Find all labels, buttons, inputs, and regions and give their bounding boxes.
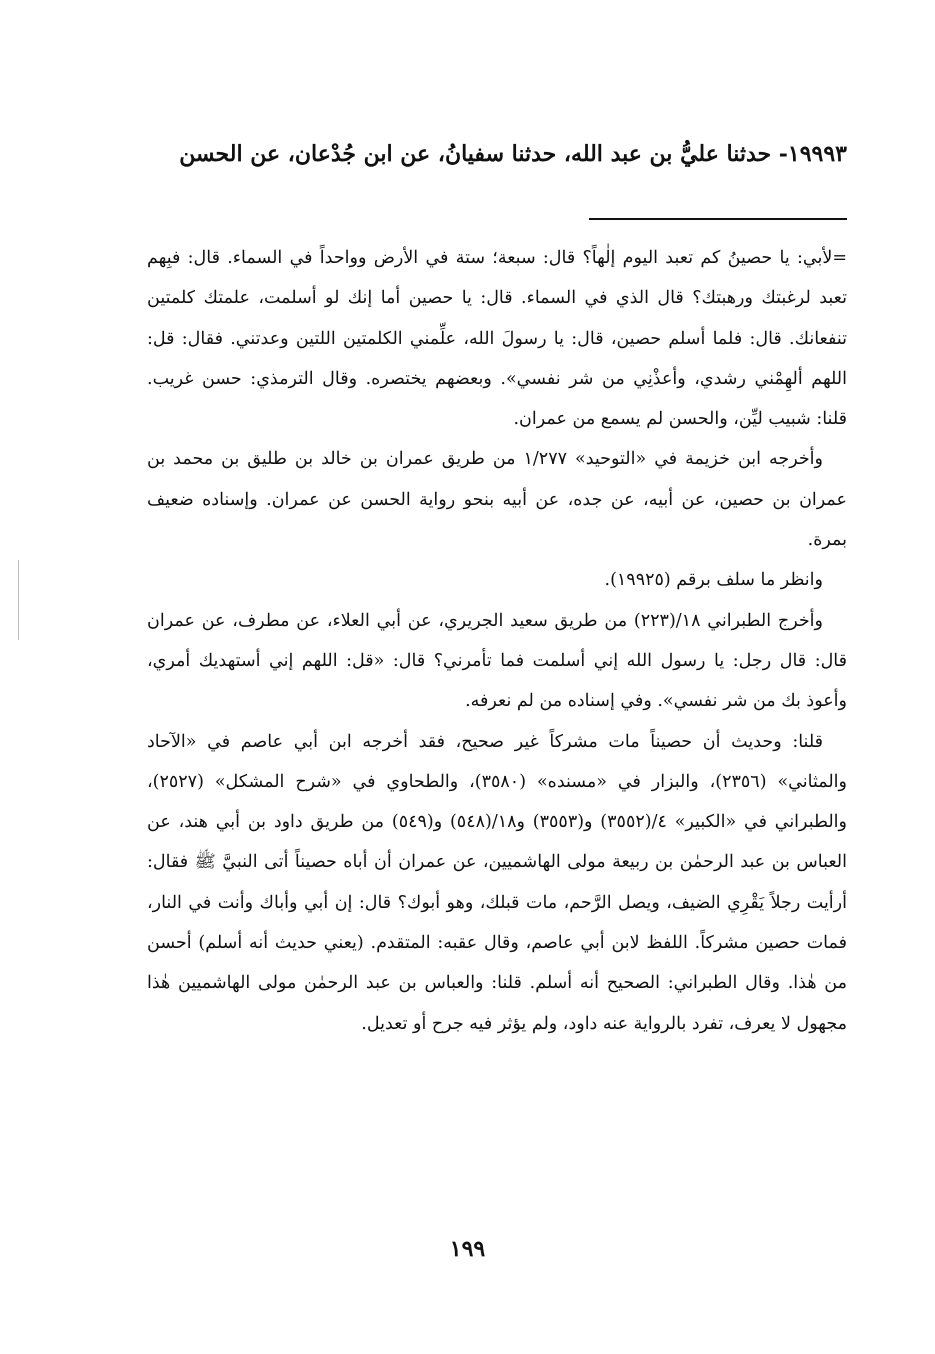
- hadith-text: ١٩٩٩٣- حدثنا عليُّ بن عبد الله، حدثنا سفيانُ، عن ابن جُدْعان، عن الحسن: [179, 141, 847, 167]
- footnote-paragraph-5: قلنا: وحديث أن حصيناً مات مشركاً غير صحيح، فقد أخرجه ابن أبي عاصم في «الآحاد والمثاني» (٢٣٥٦)، والبزار في «مسنده» (٣٥٨٠)، والطحاوي في «شرح المشكل» (٢٥٢٧)، والطبراني في «الكبير» ٤/(٣٥٥٢) و(٣٥٥٣) و١٨/(٥٤٨) و(٥٤٩) من طريق داود بن أبي هند، عن العباس بن عبد الرحمٰن بن ربيعة مولى الهاشميين، عن عمران أن أباه حصيناً أتى النبيَّ ﷺ فقال: أرأيت رجلاً يَقْرِي الضيف، ويصل الرَّحم، مات قبلك، وهو أبوك؟ قال: إن أبي وأباك وأنت في النار، فمات حصين مشركاً. اللفظ لابن أبي عاصم، وقال عقبه: المتقدم. (يعني حديث أنه أسلم) أحسن من هٰذا. وقال الطبراني: الصحيح أنه أسلم. قلنا: والعباس بن عبد الرحمٰن مولى الهاشميين هٰذا مجهول لا يعرف، تفرد بالرواية عنه داود، ولم يؤثر فيه جرح أو تعديل.: [147, 731, 847, 1034]
- footnote-paragraph-3: وانظر ما سلف برقم (١٩٩٢٥).: [604, 570, 823, 591]
- page-number: ١٩٩: [449, 1236, 486, 1262]
- footnote-paragraph-1: =لأبي: يا حصينُ كم تعبد اليوم إلٰهاً؟ قال: سبعة؛ ستة في الأرض وواحداً في السماء. قال: فبِهم تعبد لرغبتك ورهبتك؟ قال الذي في السماء. قال: يا حصين أما إنك لو أسلمت، علمتك كلمتين تنفعانك. قال: فلما أسلم حصين، قال: يا رسولَ الله، علِّمني الكلمتين اللتين وعدتني. فقال: قل: اللهم ألهِمْني رشدي، وأعذْنِي من شر نفسي». وبعضهم يختصره. وقال الترمذي: حسن غريب. قلنا: شبيب ليِّن، والحسن لم يسمع من عمران.: [147, 248, 847, 430]
- footnote-separator: [589, 218, 847, 220]
- footnotes: [147, 238, 847, 1044]
- footnote-paragraph-4: وأخرج الطبراني ١٨/(٢٢٣) من طريق سعيد الجريري، عن أبي العلاء، عن مطرف، عن عمران قال: قال رجل: يا رسول الله إني أسلمت فما تأمرني؟ قال: «قل: اللهم إني أستهديك أمري، وأعوذ بك من شر نفسي». وفي إسناده من لم نعرفه.: [147, 610, 847, 712]
- footnote-paragraph-2: وأخرجه ابن خزيمة في «التوحيد» ١/٢٧٧ من طريق عمران بن خالد بن طليق بن محمد بن عمران بن حصين، عن أبيه، عن جده، عن أبيه بنحو رواية الحسن عن عمران. وإسناده ضعيف بمرة.: [147, 449, 847, 551]
- scan-margin-line: [18, 560, 19, 640]
